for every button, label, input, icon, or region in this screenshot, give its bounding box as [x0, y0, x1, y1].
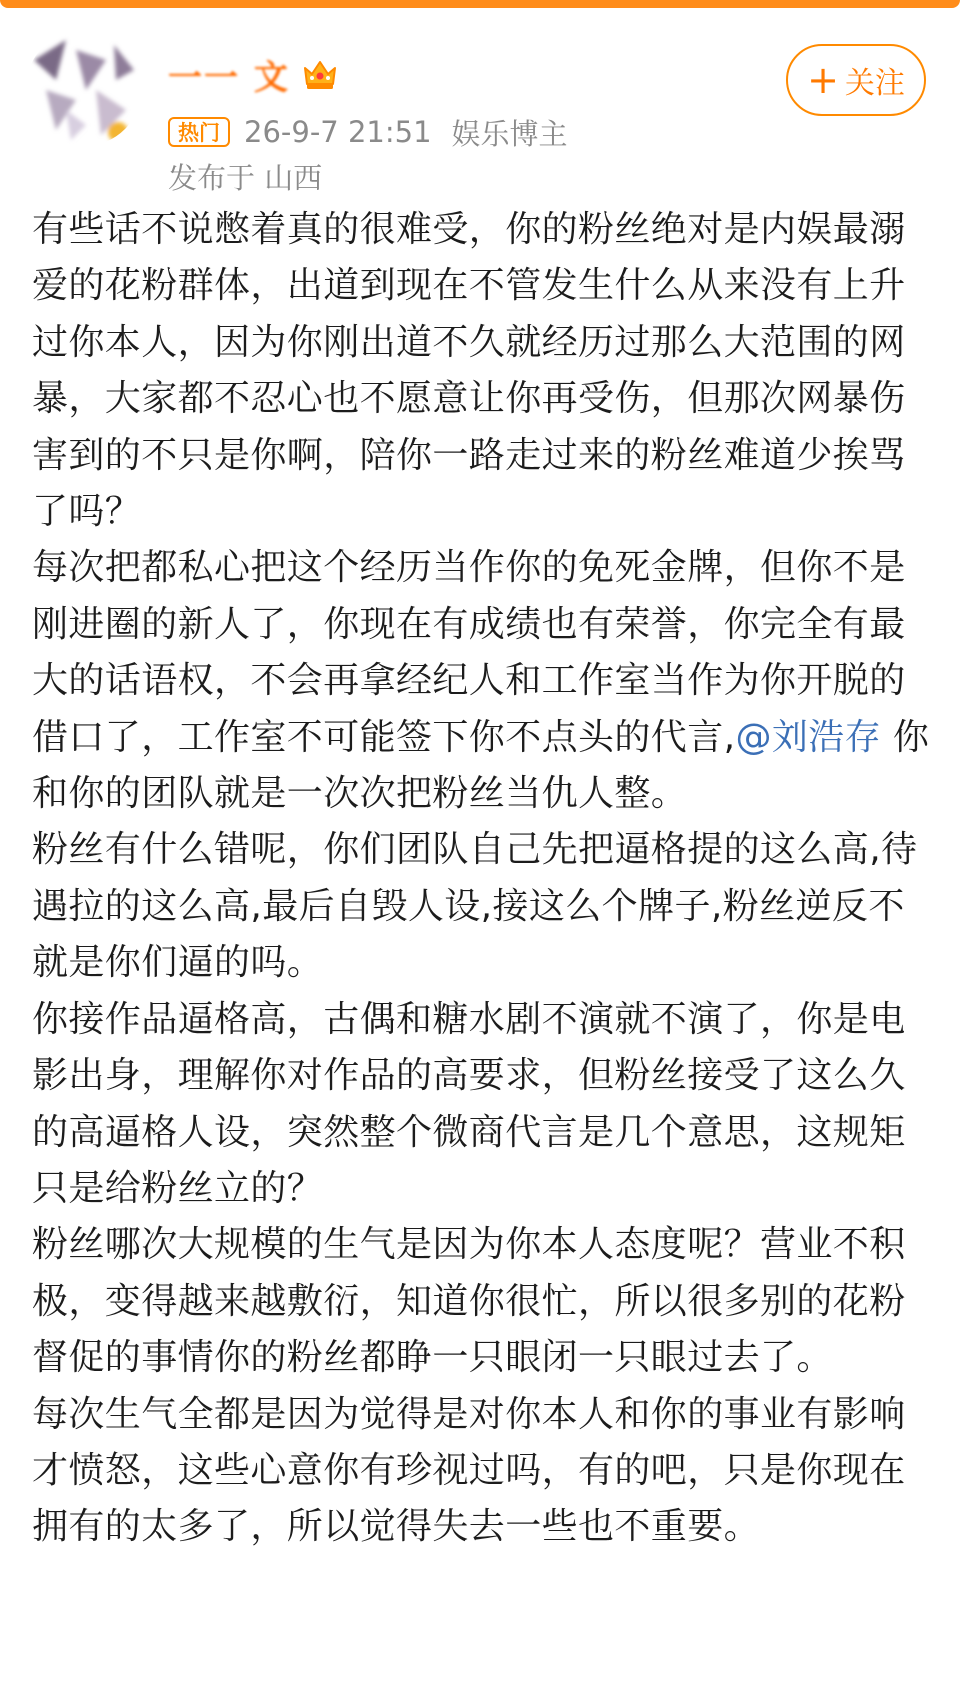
post-paragraph-3: 粉丝有什么错呢，你们团队自己先把逼格提的这么高,待遇拉的这么高,最后自毁人设,接这么个牌子,粉丝逆反不就是你们逼的吗。: [32, 829, 918, 984]
post-meta: [168, 112, 568, 152]
post-paragraph-5: 粉丝哪次大规模的生气是因为你本人态度呢？营业不积极，变得越来越敷衍，知道你很忙，所以很多别的花粉督促的事情你的粉丝都睁一只眼闭一只眼过去了。: [32, 1224, 906, 1379]
avatar[interactable]: [26, 30, 142, 146]
avatar-image: [26, 30, 142, 146]
post-paragraph-2-start: 每次把都私心把这个经历当作你的免死金牌，但你不是刚进圈的新人了，你现在有成绩也有荣誉，你完全有最大的话语权，不会再拿经纪人和工作室当作为你开脱的借口了，工作室不可能签下你不点头的代言,: [32, 547, 906, 758]
post-paragraph-2: [32, 540, 932, 822]
mention-link[interactable]: @刘浩存: [735, 716, 882, 758]
username[interactable]: 一一 文: [168, 57, 290, 98]
plus-icon: +: [807, 58, 839, 102]
crown-icon: [300, 54, 340, 94]
post-body: [32, 202, 932, 1556]
top-accent-strip: [0, 0, 960, 8]
post-timestamp: 26-9-7 21:51: [244, 115, 432, 149]
follow-button-label: 关注: [844, 66, 905, 101]
post-paragraph-1: 有些话不说憋着真的很难受，你的粉丝绝对是内娱最溺爱的花粉群体，出道到现在不管发生什么从来没有上升过你本人，因为你刚出道不久就经历过那么大范围的网暴，大家都不忍心也不愿意让你再受伤，但那次网暴伤害到的不只是你啊，陪你一路走过来的粉丝难道少挨骂了吗？: [32, 209, 906, 533]
post-header: [0, 8, 960, 198]
post-paragraph-4: 你接作品逼格高，古偶和糖水剧不演就不演了，你是电影出身，理解你对作品的高要求，但粉丝接受了这么久的高逼格人设，突然整个微商代言是几个意思，这规矩只是给粉丝立的？: [32, 998, 906, 1209]
post-paragraph-6: 每次生气全都是因为觉得是对你本人和你的事业有影响才愤怒，这些心意你有珍视过吗，有的吧，只是你现在拥有的太多了，所以觉得失去一些也不重要。: [32, 1393, 906, 1548]
username-row: [168, 52, 340, 96]
follow-button[interactable]: [786, 44, 926, 116]
author-tag: 娱乐博主: [451, 116, 568, 151]
post-location: 发布于 山西: [168, 160, 323, 195]
post-paragraph-2-end: 你和你的团队就是一次次把粉丝当仇人整。: [32, 716, 930, 815]
hot-badge: 热门: [168, 117, 230, 147]
